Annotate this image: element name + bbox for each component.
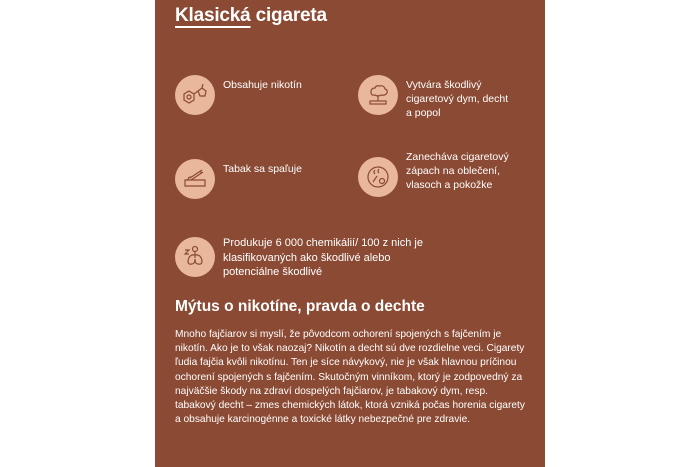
title-highlight: Klasická	[175, 5, 251, 26]
smoke-cloud-icon	[358, 75, 398, 115]
nicotine-molecule-icon	[175, 75, 215, 115]
feature-text: Tabak sa spaľuje	[223, 163, 302, 175]
page-title	[175, 5, 327, 27]
feature-text: Produkuje 6 000 chemikálií/ 100 z nich je klasifikovaných ako škodlivé alebo potenciálne škodlivé	[223, 237, 423, 278]
title-rest: cigareta	[250, 5, 327, 26]
clothing-smell-icon	[358, 157, 398, 197]
feature-smell	[358, 150, 538, 197]
feature-burning	[175, 162, 335, 199]
feature-text: Obsahuje nikotín	[223, 79, 302, 91]
feature-nicotine	[175, 78, 335, 115]
body-paragraph: Mnoho fajčiarov si myslí, že pôvodcom ochorení spojených s fajčením je nikotín. Ako je to však naozaj? Nikotín a decht sú dve rozdielne veci. Cigarety ľudia fajčia kvôli nikotínu. Ten je síce návykový, nie je však hlavnou príčinou ochorení spojených s fajčením. Skutočným vinníkom, ktorý je zodpovedný za najväčšie škody na zdraví dospelých fajčiarov, je tabakový dym, resp. tabakový decht – zmes chemických látok, ktorá vzniká počas horenia cigarety a obsahuje karcinogénne a toxické látky nebezpečné pre zdravie.	[175, 329, 525, 426]
info-panel	[155, 0, 545, 467]
section-subtitle: Mýtus o nikotíne, pravda o dechte	[175, 298, 425, 315]
feature-smoke	[358, 78, 538, 120]
feature-text: Vytvára škodlivý cigaretový dym, decht a popol	[406, 79, 509, 119]
feature-chemicals	[175, 236, 535, 280]
burning-cigarette-icon	[175, 159, 215, 199]
feature-text: Zanecháva cigaretový zápach na oblečení, vlasoch a pokožke	[406, 151, 509, 191]
lungs-chemicals-icon	[175, 237, 215, 277]
